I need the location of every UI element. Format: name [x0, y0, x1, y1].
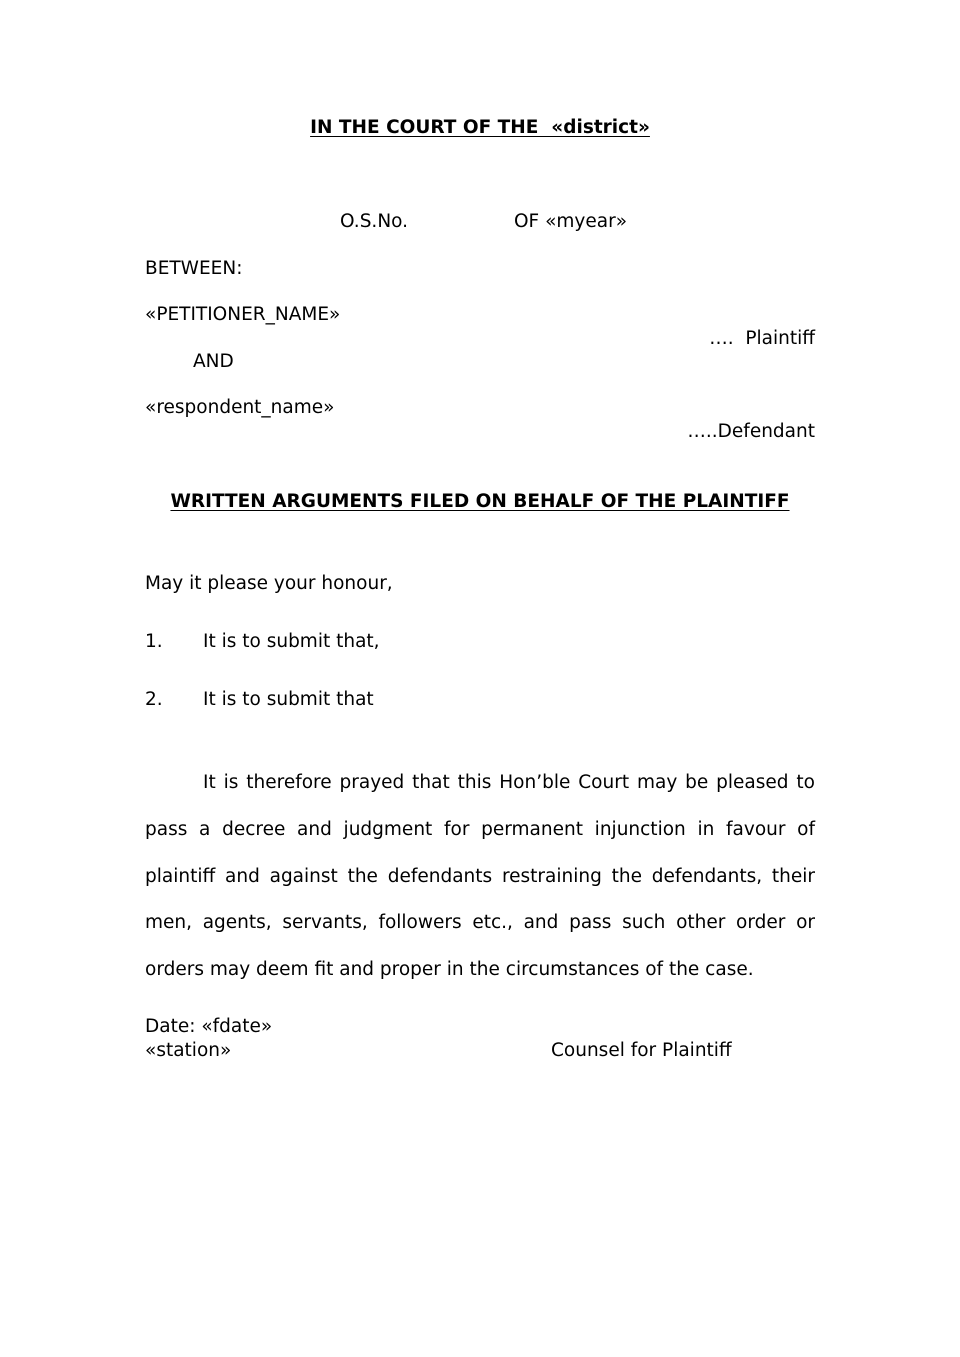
point-number: 1. — [145, 631, 163, 652]
plaintiff-label: …. Plaintiff — [709, 328, 815, 349]
document-heading: WRITTEN ARGUMENTS FILED ON BEHALF OF THE PLAINTIFF — [170, 491, 790, 512]
point-text: It is to submit that, — [203, 631, 380, 652]
between-label: BETWEEN: — [145, 258, 243, 279]
defendant-label: …..Defendant — [687, 421, 815, 442]
petitioner-name: «PETITIONER_NAME» — [145, 304, 341, 325]
date-line: Date: «fdate» — [145, 1016, 273, 1037]
salutation: May it please your honour, — [145, 573, 393, 594]
and-label: AND — [193, 351, 234, 372]
case-year-label: OF «myear» — [514, 211, 628, 232]
point-number: 2. — [145, 689, 163, 710]
station-line: «station» — [145, 1040, 232, 1061]
counsel-signature: Counsel for Plaintiff — [551, 1040, 732, 1061]
court-title: IN THE COURT OF THE «district» — [310, 117, 650, 138]
prayer-paragraph: It is therefore prayed that this Hon’ble Court may be pleased to pass a decree and judgment for permanent injunction in favour of plaintiff and against the defendants restraining the defendants, their men, agents, servants, followers etc., and pass such other order or orders may deem fit and proper in the circumstances of the case. — [145, 772, 815, 981]
respondent-name: «respondent_name» — [145, 397, 335, 418]
point-text: It is to submit that — [203, 689, 374, 710]
case-number-label: O.S.No. — [340, 211, 409, 232]
